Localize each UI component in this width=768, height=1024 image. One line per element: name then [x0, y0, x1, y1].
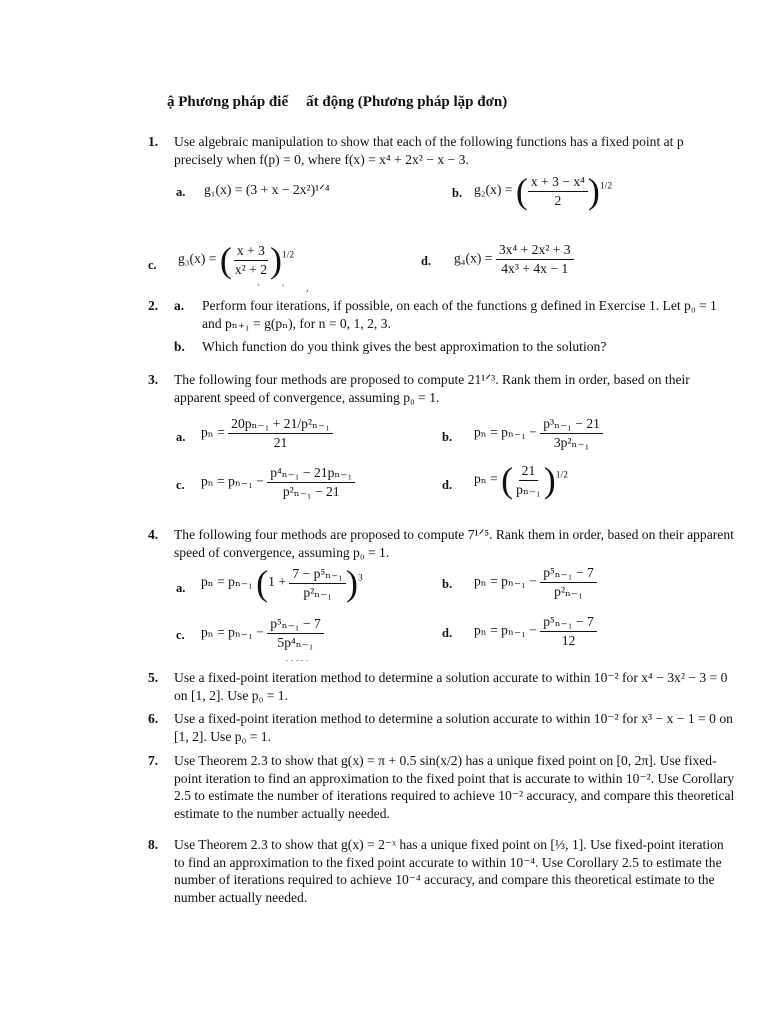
problem-2: 2. a. Perform four iterations, if possible, on each of the functions g defined in Exercise 1. Let p₀ = 1 and pₙ₊₁ = g(pₙ), for n = 0, 1, 2, 3.	[148, 297, 748, 332]
problem-text: Use algebraic manipulation to show that each of the following functions has a fixed point at p precisely when f(p) = 0, where f(x) = x⁴ + 2x² − x − 3.	[174, 134, 684, 167]
document-page: ậ Phương pháp điể ất động (Phương pháp lặp đơn) 1. Use algebraic manipulation to show that each of the following functions has a fixed point at p precisely when f(p) = 0, where f(x) = x⁴ + 2x² − x − 3. a. g₁(x) = (3 + x − 2x²)¹ᐟ⁴ b. g₂(x) = ( $\frac{\text{x + 3 − x⁴}}{2}$ )$^{1/2}$ c. g₃(x) = ( $\frac{x + 3}{\text{x² + 2}}$ )$^{1/2}$ d. g₄(x) = $\frac{\text{3x⁴ + 2x² + 3}}{\text{4x³ + 4x − 1}}$ ` ' , 2. a. Perform four iterations, if possible, on each of the functions g defined in Exercise 1. Let p₀ = 1 and pₙ₊₁ = g(pₙ), for n = 0, 1, 2, 3. b. Which function do you think gives the best approximation to the solution? 3. The following four methods are proposed to compute 21¹ᐟ³. Rank them in order, based on their apparent speed of convergence, assuming p₀ = 1. a. pₙ = $\frac{\text{20pₙ₋₁ + 21/p²ₙ₋₁}}{21}$ b. pₙ = pₙ₋₁ − $\frac{\text{p³ₙ₋₁ − 21}}{\text{3p²ₙ₋₁}}$ c. pₙ = pₙ₋₁ − $\frac{\text{p⁴ₙ₋₁ − 21pₙ₋₁}}{\text{p²ₙ₋₁ − 21}}$ d. pₙ = ( $\frac{21}{\text{pₙ₋₁}}$ )$^{1/2}$ 4. The following four methods are proposed to compute 7¹ᐟ⁵. Rank them in order, based on their apparent speed of convergence, assuming p₀ = 1. a. pₙ = pₙ₋₁ (1 + $\frac{\text{7 − p⁵ₙ₋₁}}{\text{p²ₙ₋₁}}$ )$^3$ b. pₙ = pₙ₋₁ − $\frac{\text{p⁵ₙ₋₁ − 7}}{\text{p²ₙ₋₁}}$ c. pₙ = pₙ₋₁ − $\frac{\text{p⁵ₙ₋₁ − 7}}{\text{5p⁴ₙ₋₁}}$ d. pₙ = pₙ₋₁ − $\frac{\text{p⁵ₙ₋₁ − 7}}{12}$ ..... 5. Use a fixed-point iteration method to determine a solution accurate to within 10⁻² for x⁴ − 3x² − 3 = 0 on [1, 2]. Use p₀ = 1. 6. Use a fixed-point iteration method to determine a solution accurate to within 10⁻² for x³ − x − 1 = 0 on [1, 2]. Use p₀ = 1. 7. Use Theorem 2.3 to show that g(x) = π + 0.5 sin(x/2) has a unique fixed point on [0, 2π]. Use fixed-point iteration to find an approximation to the fixed point that is accurate to within 10⁻². Use Corollary 2.5 to estimate the number of iterations required to achieve 10⁻² accuracy, and compare this theoretical estimate to the number actually needed. 8. Use Theorem 2.3 to show that g(x) = 2⁻ˣ has a unique fixed point on [⅓, 1]. Use fixed-point iteration to find an approximation to the fixed point accurate to within 10⁻⁴. Use Corollary 2.5 to estimate the number of iterations required to achieve 10⁻⁴ accuracy, and compare this theoretical estimate to the number actually needed.	[0, 0, 768, 1024]
problem-5: 5. Use a fixed-point iteration method to determine a solution accurate to within 10⁻² for x⁴ − 3x² − 3 = 0 on [1, 2]. Use p₀ = 1.	[148, 670, 728, 703]
problem-7: 7. Use Theorem 2.3 to show that g(x) = π + 0.5 sin(x/2) has a unique fixed point on [0, 2π]. Use fixed-point iteration to find an approximation to the fixed point that is accurate to within 10⁻². Use Corollary 2.5 to estimate the number of iterations required to achieve 10⁻² accuracy, and compare this theoretical estimate to the number actually needed.	[148, 753, 735, 821]
problem-1	[148, 133, 748, 168]
problem-2a-text: Perform four iterations, if possible, on each of the functions g defined in Exercise 1. Let p₀ = 1 and pₙ₊₁ = g(pₙ), for n = 0, 1, 2, 3.	[202, 298, 717, 331]
problem-6: 6. Use a fixed-point iteration method to determine a solution accurate to within 10⁻² for x³ − x − 1 = 0 on [1, 2]. Use p₀ = 1.	[148, 711, 733, 744]
scan-marks: ` ' ,	[257, 283, 319, 293]
problem-number: 1.	[148, 134, 159, 149]
problem-2b: b. Which function do you think gives the best approximation to the solution?	[174, 339, 607, 354]
problem-3: 3. The following four methods are proposed to compute 21¹ᐟ³. Rank them in order, based on their apparent speed of convergence, assuming p₀ = 1.	[148, 372, 690, 405]
problem-4: 4. The following four methods are proposed to compute 7¹ᐟ⁵. Rank them in order, based on their apparent speed of convergence, assuming p₀ = 1.	[148, 527, 734, 560]
problem-8: 8. Use Theorem 2.3 to show that g(x) = 2⁻ˣ has a unique fixed point on [⅓, 1]. Use fixed-point iteration to find an approximation to the fixed point accurate to within 10⁻⁴. Use Corollary 2.5 to estimate the number of iterations required to achieve 10⁻⁴ accuracy, and compare this theoretical estimate to the number actually needed.	[148, 837, 724, 905]
scan-marks: .....	[286, 654, 311, 663]
page-title: ậ Phương pháp điể ất động (Phương pháp lặp đơn)	[167, 94, 508, 110]
